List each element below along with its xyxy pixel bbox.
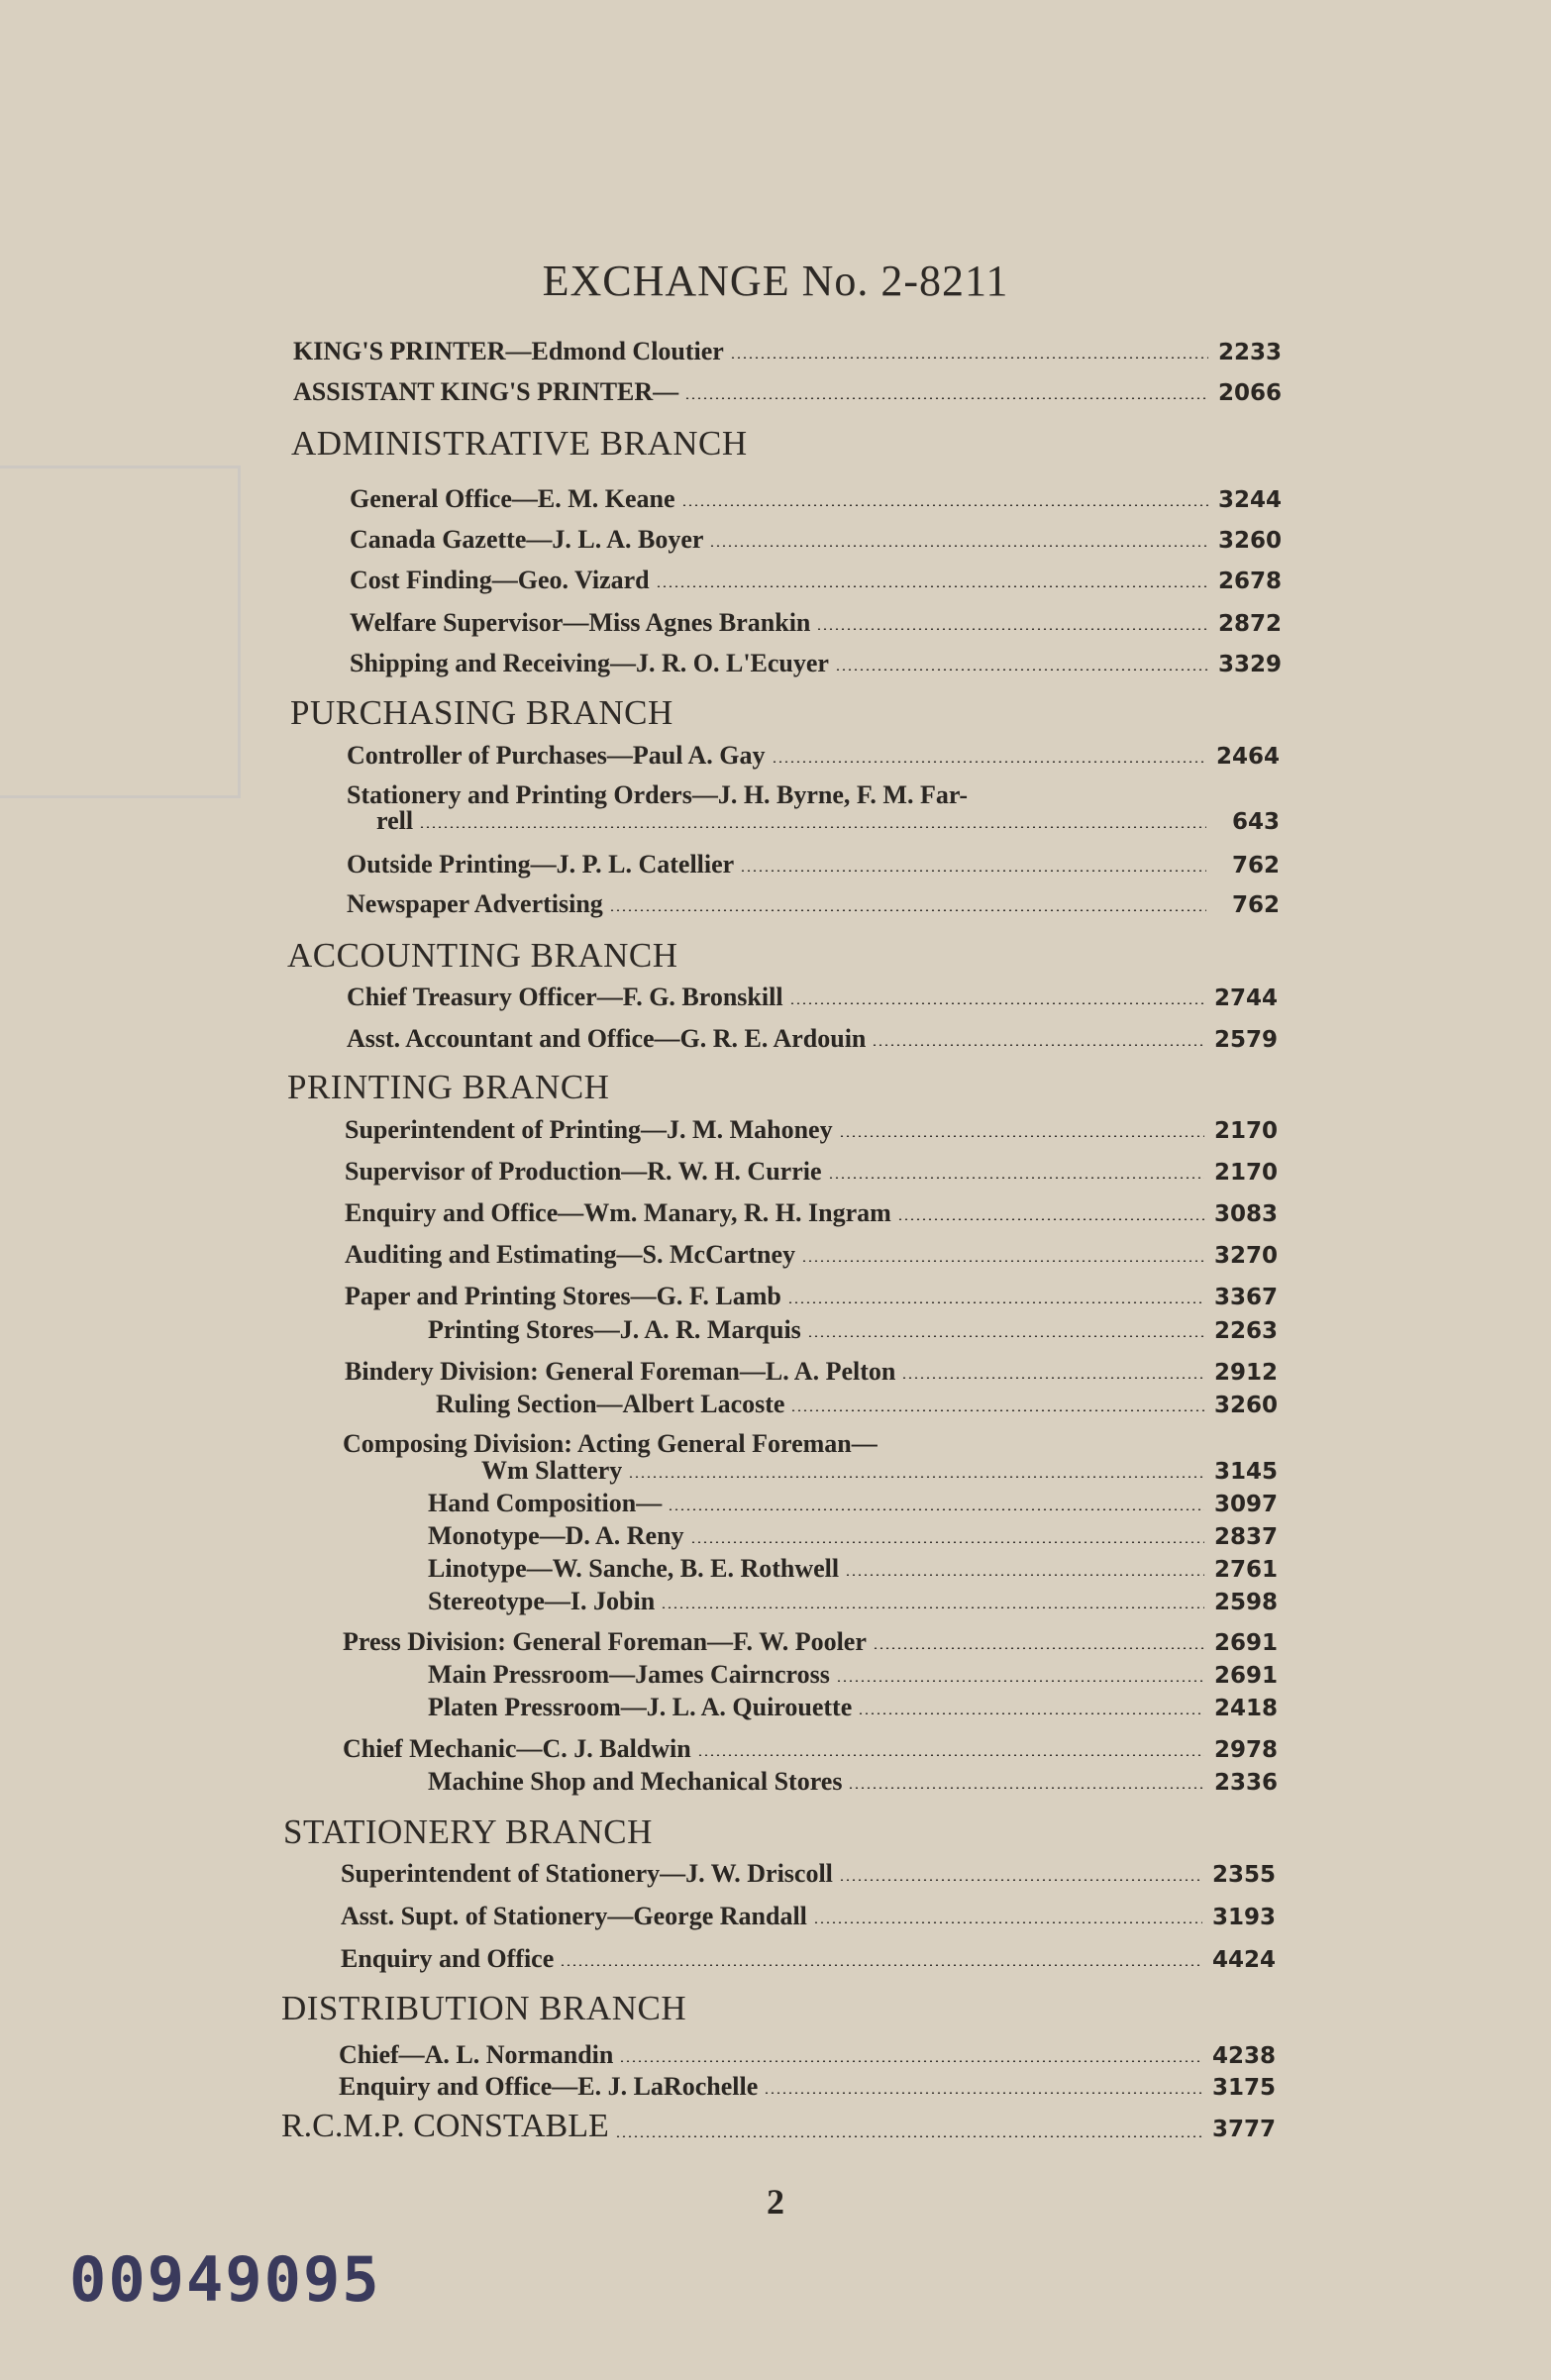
entry-row: Chief Treasury Officer—F. G. Bronskill 2744 — [347, 983, 1278, 1011]
entry-row: Superintendent of Printing—J. M. Mahoney 2170 — [345, 1115, 1278, 1144]
entry-row: Wm Slattery 3145 — [481, 1456, 1278, 1485]
entry-row: Enquiry and Office 4424 — [341, 1944, 1276, 1973]
entry-kings-printer: KING'S PRINTER—Edmond Cloutier 2233 — [293, 337, 1282, 365]
entry-row: Stereotype—I. Jobin 2598 — [428, 1587, 1278, 1615]
entry-row: Controller of Purchases—Paul A. Gay 2464 — [347, 741, 1280, 770]
entry-row: Canada Gazette—J. L. A. Boyer 3260 — [350, 525, 1282, 554]
entry-rcmp-constable: R.C.M.P. CONSTABLE 3777 — [281, 2108, 1276, 2144]
heading-stationery-branch: STATIONERY BRANCH — [283, 1812, 653, 1851]
entry-row: Auditing and Estimating—S. McCartney 3270 — [345, 1240, 1278, 1269]
entry-row: Welfare Supervisor—Miss Agnes Brankin 2872 — [350, 608, 1282, 637]
accession-stamp: 00949095 — [69, 2243, 381, 2316]
entry-assistant-kings-printer: ASSISTANT KING'S PRINTER— 2066 — [293, 377, 1282, 406]
entry-row: Cost Finding—Geo. Vizard 2678 — [350, 566, 1282, 594]
entry-row: Monotype—D. A. Reny 2837 — [428, 1521, 1278, 1550]
entry-row: General Office—E. M. Keane 3244 — [350, 484, 1282, 513]
entry-row: Supervisor of Production—R. W. H. Currie 2170 — [345, 1157, 1278, 1186]
page-title: EXCHANGE No. 2-8211 — [542, 257, 1009, 305]
entry-row: Chief Mechanic—C. J. Baldwin 2978 — [343, 1734, 1278, 1763]
entry-row: Shipping and Receiving—J. R. O. L'Ecuyer 3329 — [350, 649, 1282, 677]
entry-row: Superintendent of Stationery—J. W. Driscoll 2355 — [341, 1859, 1276, 1888]
heading-accounting-branch: ACCOUNTING BRANCH — [287, 936, 678, 975]
entry-row: Linotype—W. Sanche, B. E. Rothwell 2761 — [428, 1554, 1278, 1583]
entry-row: Enquiry and Office—Wm. Manary, R. H. Ingram 3083 — [345, 1198, 1278, 1227]
entry-row: Machine Shop and Mechanical Stores 2336 — [428, 1767, 1278, 1796]
entry-row: Outside Printing—J. P. L. Catellier 762 — [347, 850, 1280, 879]
heading-distribution-branch: DISTRIBUTION BRANCH — [281, 1989, 687, 2027]
entry-row: Paper and Printing Stores—G. F. Lamb 3367 — [345, 1282, 1278, 1310]
entry-row: Main Pressroom—James Cairncross 2691 — [428, 1660, 1278, 1689]
bleed-through-stamp — [0, 466, 241, 798]
entry-row: Asst. Accountant and Office—G. R. E. Ardouin 2579 — [347, 1024, 1278, 1053]
entry-row: Bindery Division: General Foreman—L. A. Pelton 2912 — [345, 1357, 1278, 1386]
heading-administrative-branch: ADMINISTRATIVE BRANCH — [291, 424, 748, 463]
heading-purchasing-branch: PURCHASING BRANCH — [290, 693, 673, 732]
entry-label-line1: Composing Division: Acting General Foreman— — [343, 1429, 878, 1458]
entry-row: Chief—A. L. Normandin 4238 — [339, 2040, 1276, 2069]
entry-row: Ruling Section—Albert Lacoste 3260 — [436, 1390, 1278, 1418]
heading-printing-branch: PRINTING BRANCH — [287, 1068, 610, 1106]
entry-row: Hand Composition— 3097 — [428, 1489, 1278, 1517]
entry-row: Printing Stores—J. A. R. Marquis 2263 — [428, 1315, 1278, 1344]
page-number: 2 — [767, 2182, 784, 2222]
entry-row: Enquiry and Office—E. J. LaRochelle 3175 — [339, 2072, 1276, 2101]
entry-row: Newspaper Advertising 762 — [347, 889, 1280, 918]
entry-row: Press Division: General Foreman—F. W. Pooler 2691 — [343, 1627, 1278, 1656]
entry-label-line1: Stationery and Printing Orders—J. H. Byrne, F. M. Far- — [347, 780, 969, 809]
entry-row: Platen Pressroom—J. L. A. Quirouette 2418 — [428, 1693, 1278, 1721]
entry-row: rell 643 — [376, 806, 1280, 835]
entry-row: Asst. Supt. of Stationery—George Randall 3193 — [341, 1902, 1276, 1930]
